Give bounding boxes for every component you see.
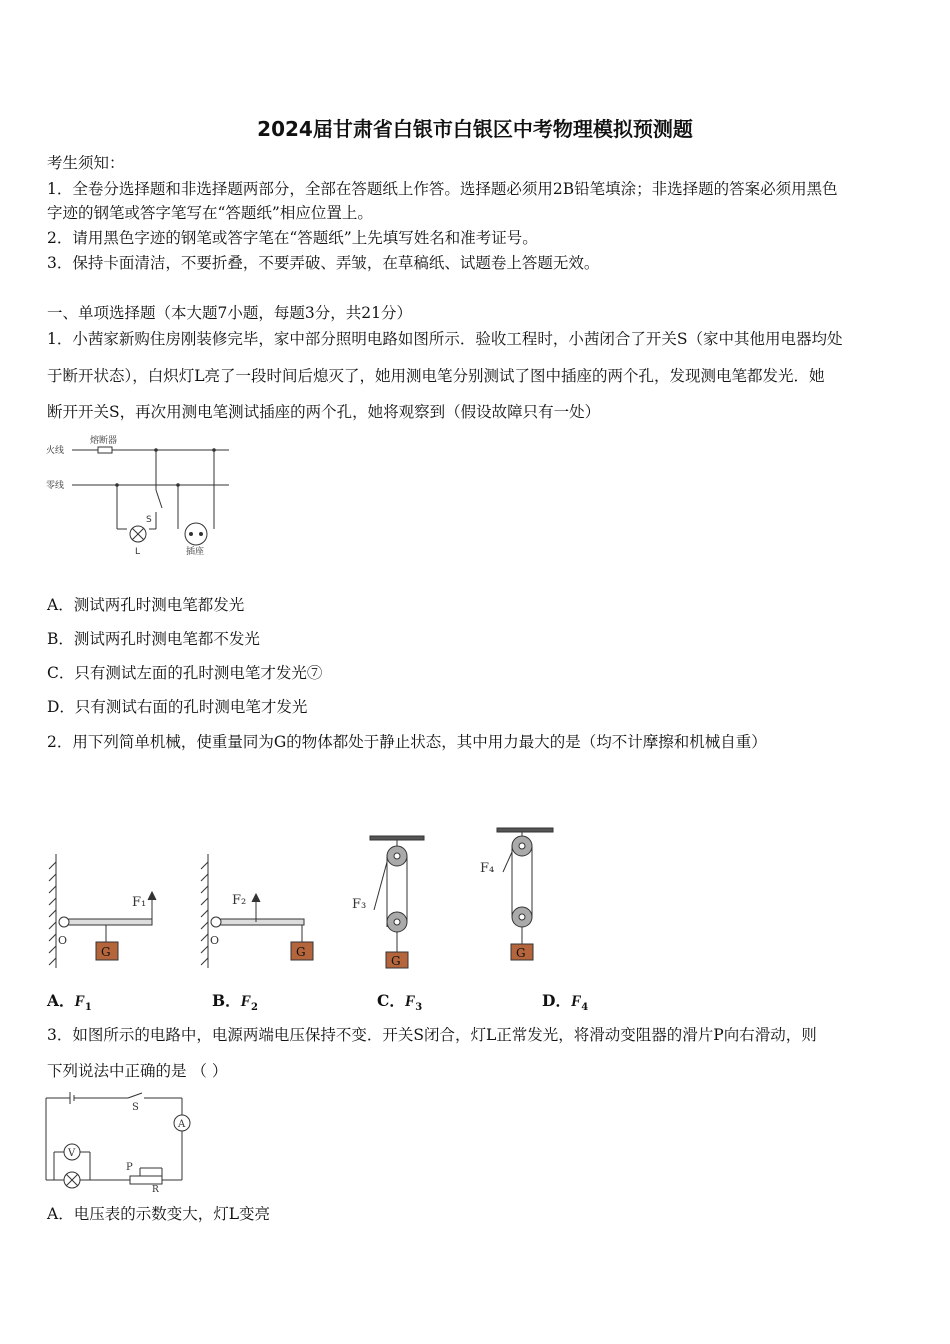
ammeter-label: A	[178, 1119, 186, 1130]
question-1-text: 断开开关S，再次用测电笔测试插座的两个孔，她将观察到（假设故障只有一处）	[47, 403, 601, 421]
force-f2-label: F₂	[232, 893, 247, 908]
pivot-label: O	[210, 934, 220, 947]
q1-option-b: B．测试两孔时测电笔都不发光	[47, 630, 260, 648]
switch-s-label: S	[132, 1102, 139, 1113]
voltmeter-label: V	[68, 1148, 76, 1159]
force-f3-label: F₃	[352, 897, 367, 912]
switch-label: S	[146, 515, 152, 525]
q2-machines-figure	[40, 822, 580, 972]
notice-item: 3．保持卡面清洁，不要折叠，不要弄破、弄皱，在草稿纸、试题卷上答题无效。	[47, 254, 600, 272]
section-heading: 一、单项选择题（本大题7小题，每题3分，共21分）	[47, 304, 412, 322]
q2-option-c: C．$F_3$	[377, 991, 423, 1014]
lamp-label: L	[135, 547, 141, 557]
force-f4-label: F₄	[480, 861, 495, 876]
slider-p-label: P	[126, 1162, 133, 1173]
page-title: 2024届甘肃省白银市白银区中考物理模拟预测题	[257, 117, 693, 141]
weight-label: G	[391, 954, 401, 968]
fire-line-label: 火线	[46, 446, 65, 456]
q3-circuit-figure	[40, 1090, 200, 1195]
q1-option-d: D．只有测试右面的孔时测电笔才发光	[47, 698, 308, 716]
rheostat-r-label: R	[152, 1185, 159, 1195]
q3-option-a: A．电压表的示数变大，灯L变亮	[47, 1205, 270, 1223]
question-1-text: 于断开状态），白炽灯L亮了一段时间后熄灭了，她用测电笔分别测试了图中插座的两个孔，发现测电笔都发光．她	[47, 367, 825, 385]
weight-label: G	[516, 946, 526, 960]
zero-line-label: 零线	[46, 481, 65, 491]
q2-option-b: B．$F_2$	[212, 991, 258, 1014]
weight-label: G	[101, 945, 111, 959]
q1-option-c: C．只有测试左面的孔时测电笔才发光⑦	[47, 664, 323, 682]
q2-option-d: D．$F_4$	[542, 991, 589, 1014]
socket-label: 插座	[186, 547, 205, 557]
question-3-text: 下列说法中正确的是 （ ）	[47, 1062, 228, 1080]
notice-item: 字迹的钢笔或答字笔写在“答题纸”相应位置上。	[47, 204, 373, 222]
q2-option-a: A．$F_1$	[47, 991, 92, 1014]
fuse-label: 熔断器	[90, 436, 118, 446]
q1-option-a: A．测试两孔时测电笔都发光	[47, 596, 245, 614]
notice-item: 2．请用黑色字迹的钢笔或答字笔在“答题纸”上先填写姓名和准考证号。	[47, 229, 538, 247]
question-2-text: 2．用下列简单机械，使重量同为G的物体都处于静止状态，其中用力最大的是（均不计摩擦和机械自重）	[47, 733, 767, 751]
notice-heading: 考生须知：	[47, 154, 125, 172]
notice-item: 1．全卷分选择题和非选择题两部分，全部在答题纸上作答。选择题必须用2B铅笔填涂；非选择题的答案必须用黑色	[47, 180, 838, 198]
q1-circuit-figure	[44, 430, 244, 560]
pivot-label: O	[58, 934, 68, 947]
weight-label: G	[296, 945, 306, 959]
question-3-text: 3．如图所示的电路中，电源两端电压保持不变．开关S闭合，灯L正常发光，将滑动变阻器的滑片P向右滑动，则	[47, 1026, 817, 1044]
question-1-text: 1．小茜家新购住房刚装修完毕，家中部分照明电路如图所示．验收工程时，小茜闭合了开关S（家中其他用电器均处	[47, 330, 843, 348]
force-f1-label: F₁	[132, 895, 147, 910]
